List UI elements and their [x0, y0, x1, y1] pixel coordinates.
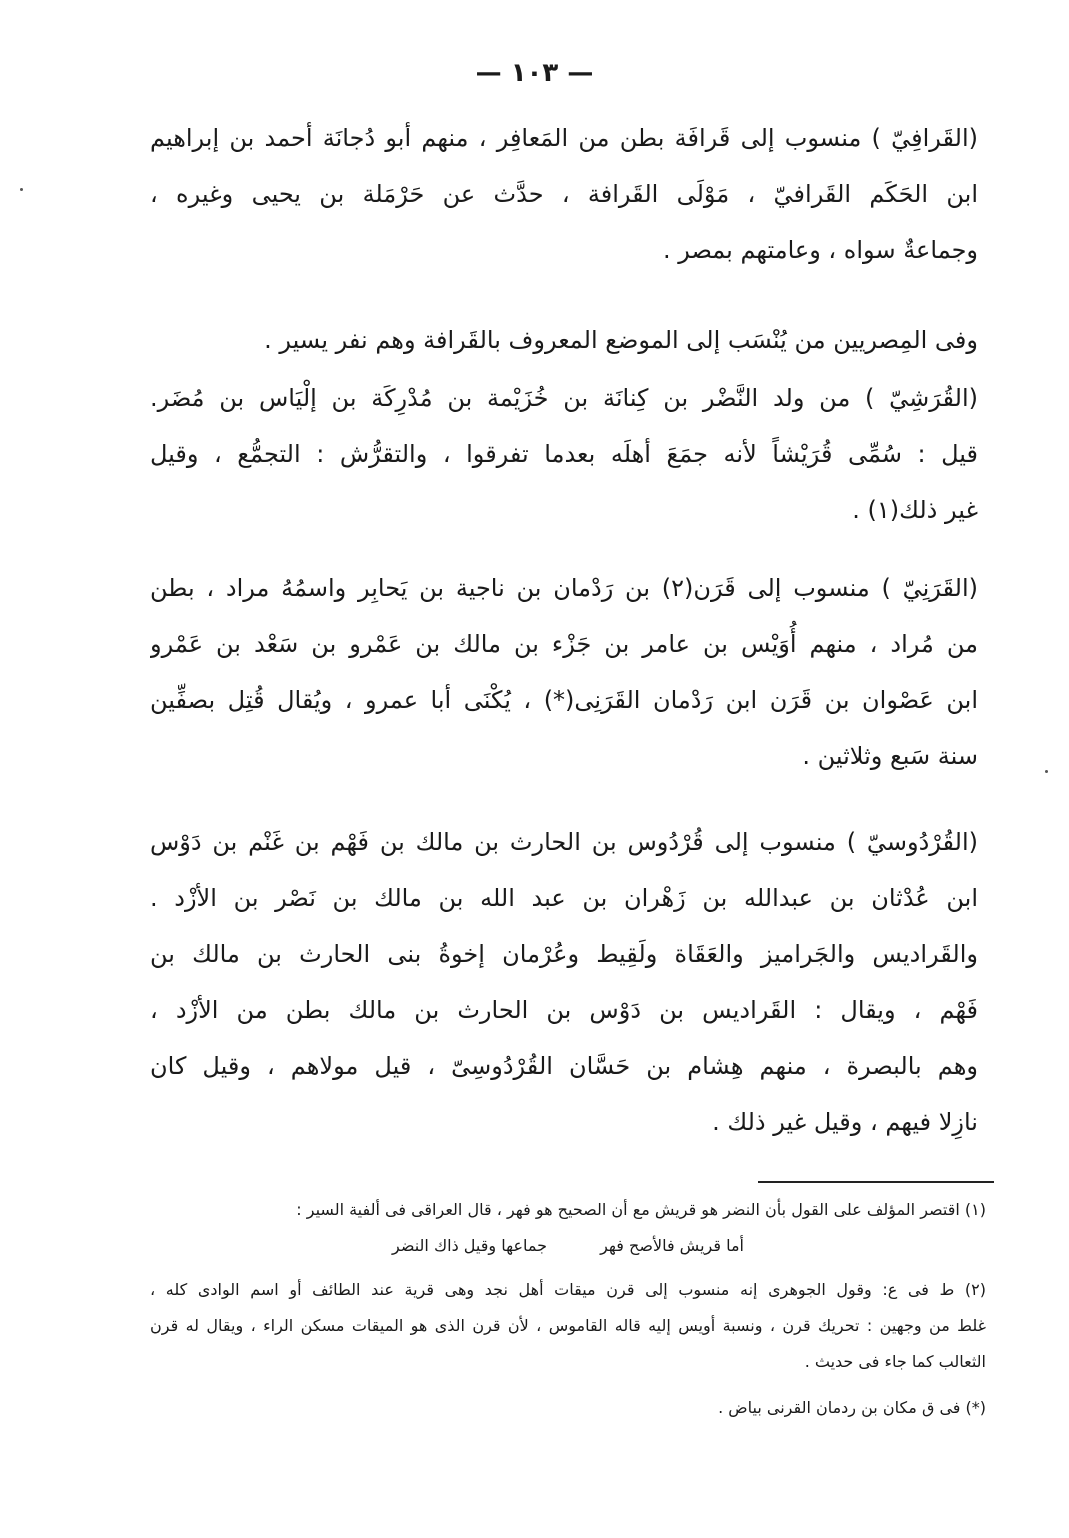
- entry-qurashi: [150, 370, 978, 538]
- text-line: غير ذلك(١) .: [852, 496, 978, 524]
- text-line: نازِلا فيهم ، وقيل غير ذلك .: [712, 1108, 978, 1136]
- footnote-1-verse: [150, 1228, 986, 1264]
- footnote-1: (١) اقتصر المؤلف على القول بأن النضر هو قريش مع أن الصحيح هو فهر ، قال العراقى فى ألفية السير :: [296, 1200, 986, 1219]
- text-line: والقَراديس والجَراميز والعَقَاة ولَقِيط وعُرْمان إخوةُ بنى الحارث بن مالك بن: [150, 940, 978, 968]
- text-line: (القَرافِيّ ) منسوب إلى قَرافَة بطن من المَعافِر ، منهم أبو دُجانَة أحمد بن إبراهيم: [150, 124, 978, 152]
- entry-qarani: [150, 560, 978, 784]
- text-line: قيل : سُمِّى قُرَيْشاً لأنه جمَعَ أهلَه بعدما تفرقوا ، والتقرُّش : التجمُّع ، وقيل: [150, 440, 978, 468]
- text-line: (القَرَنِيّ ) منسوب إلى قَرَن(٢) بن رَدْمان بن ناجية بن يَحابِر واسمُهُ مراد ، بطن: [150, 574, 978, 602]
- footnote-2-line: غلط من وجهين : تحريك قرن ، ونسبة أويس إليه قاله القاموس ، لأن قرن الذى هو الميقات مسكن الراء ، ويقال له قرن: [150, 1316, 986, 1335]
- text-line: ابن عَصْوان بن قَرَن ابن رَدْمان القَرَنِى(*) ، يُكْنَى أبا عمرو ، ويُقال قُتِل بصفِّين: [150, 686, 978, 714]
- text-line: (القُرَشِيّ ) من ولد النَّضْر بن كِنانَة بن خُزَيْمة بن مُدْرِكَة بن إلْيَاس بن مُضَر.: [150, 384, 978, 412]
- footnote-divider: [758, 1181, 994, 1183]
- page-number: — ١٠٣ —: [475, 58, 594, 88]
- text-line: وهم بالبصرة ، منهم هِشام بن حَسَّان القُرْدُوسِىّ ، قيل مولاهم ، وقيل كان: [150, 1052, 978, 1080]
- footnote-2: (٢) ط فى ع: وقول الجوهرى إنه منسوب إلى قرن ميقات أهل نجد وهى قرية عند الطائف أو اسم الوادى كله ،: [150, 1280, 986, 1299]
- footnote-2-line: الثعالب كما جاء فى حديث .: [804, 1352, 986, 1371]
- text-line: ابن الحَكَم القَرافيّ ، مَوْلَى القَرافة ، حدَّث عن حَرْمَلة بن يحيى وغيره ،: [150, 180, 978, 208]
- text-line: وفى المِصريين من يُنْسَب إلى الموضع المعروف بالقَرافة وهم نفر يسير .: [264, 326, 978, 354]
- text-line: فَهْم ، ويقال : القَراديس بن دَوْس بن الحارث بن مالك بطن من الأزْد ،: [150, 996, 978, 1024]
- scan-speck: [1045, 770, 1048, 773]
- entry-qurdusi: [150, 814, 978, 1150]
- text-line: سنة سَبع وثلاثين .: [802, 742, 978, 770]
- verse-hemistich-2: جماعها وقيل ذاك النضر: [392, 1236, 547, 1255]
- text-line: (القُرْدُوسيّ ) منسوب إلى قُرْدُوس بن الحارث بن مالك بن فَهْم بن غَنْم بن دَوْس: [150, 828, 978, 856]
- footnotes: [150, 1192, 986, 1426]
- verse-hemistich-1: أما قريش فالأصح فهر: [600, 1236, 744, 1255]
- text-line: وجماعةٌ سواه ، وعامتهم بمصر .: [662, 236, 978, 264]
- text-line: من مُراد ، منهم أُوَيْس بن عامر بن جَزْء بن مالك بن عَمْرو بن سَعْد بن عَمْرو: [150, 630, 978, 658]
- text-line: ابن عُدْثان بن عبدالله بن زَهْران بن عبد الله بن مالك بن نَصْر بن الأزْد .: [150, 884, 978, 912]
- footnote-star: (*) فى ق مكان بن ردمان القرنى بياض .: [718, 1398, 986, 1417]
- entry-qarafa-note: [150, 312, 978, 368]
- scan-speck: [20, 188, 23, 191]
- entry-qarafi: [150, 110, 978, 278]
